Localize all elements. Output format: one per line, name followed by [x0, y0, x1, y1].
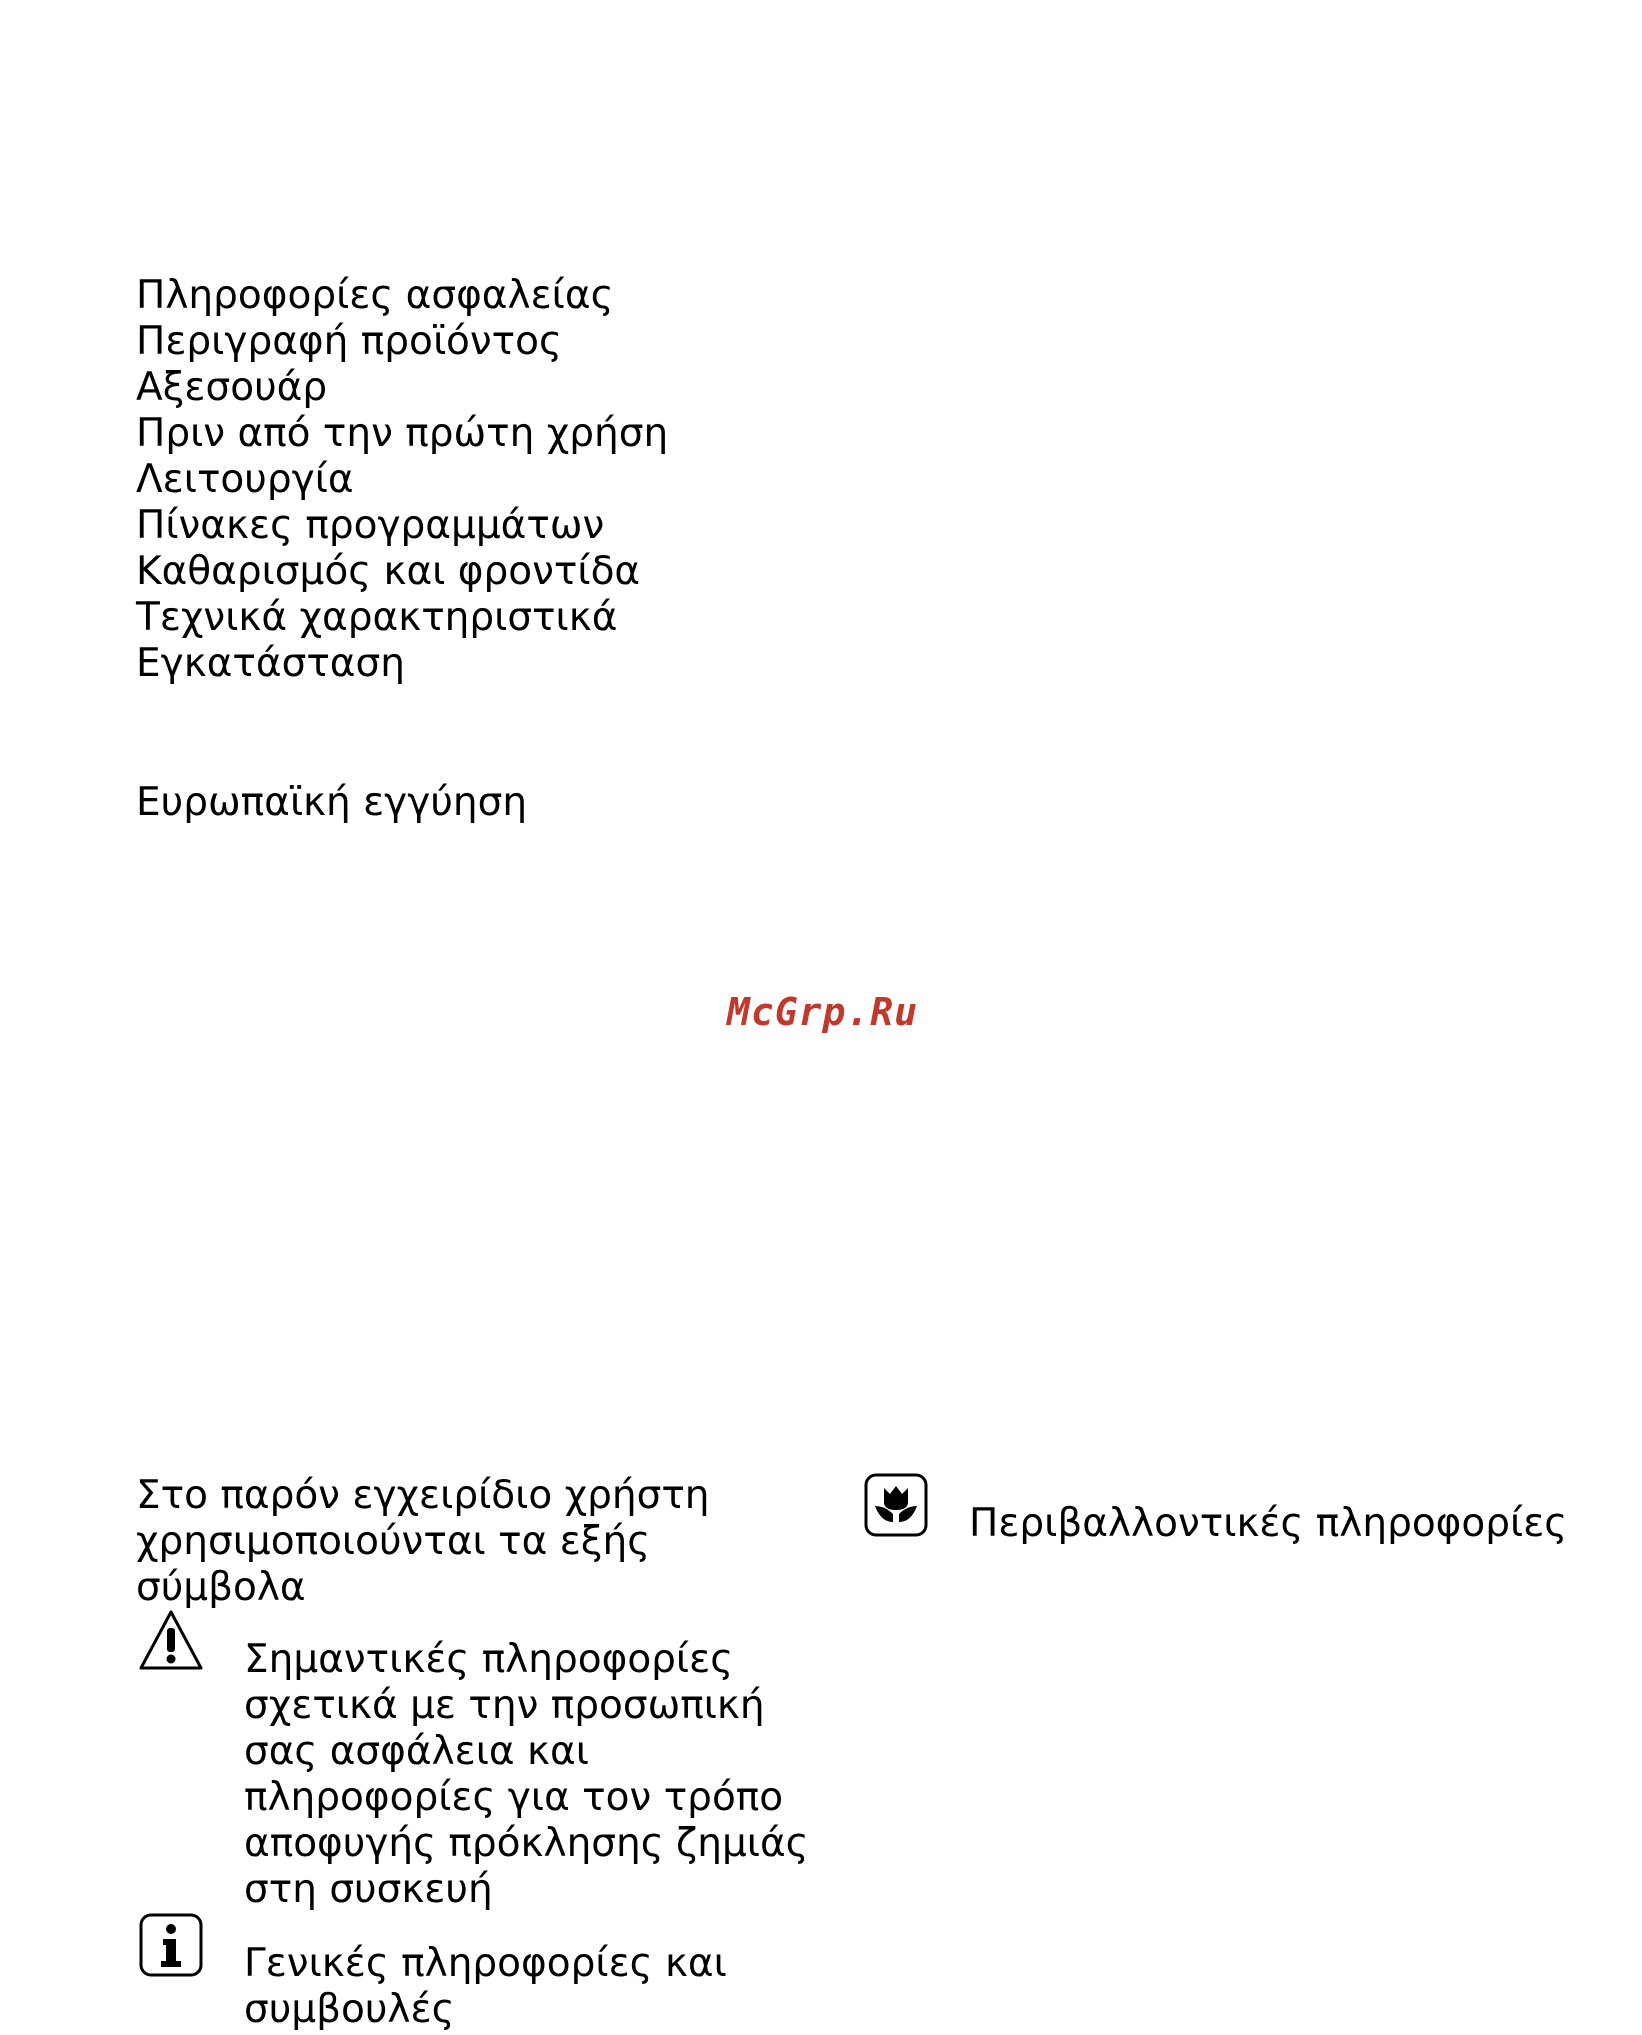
info-icon — [138, 1912, 204, 1978]
toc-item-before-first-use[interactable]: Πριν από την πρώτη χρήση — [136, 411, 669, 456]
toc-item-operation[interactable]: Λειτουργία — [136, 457, 354, 502]
toc-item-program-tables[interactable]: Πίνακες προγραμμάτων — [136, 503, 605, 548]
warning-triangle-icon — [138, 1608, 204, 1674]
toc-item-cleaning[interactable]: Καθαρισμός και φροντίδα — [136, 549, 641, 594]
toc-item-technical-data[interactable]: Τεχνικά χαρακτηριστικά — [136, 595, 618, 640]
watermark: McGrp.Ru — [727, 990, 919, 1034]
info-symbol-description: Γενικές πληροφορίες και συμβουλές — [244, 1941, 727, 2032]
symbols-intro: Στο παρόν εγχειρίδιο χρήστη χρησιμοποιούνται τα εξής σύμβολα — [136, 1473, 710, 1610]
toc-item-accessories[interactable]: Αξεσουάρ — [136, 365, 328, 410]
environment-symbol-description: Περιβαλλοντικές πληροφορίες — [969, 1501, 1568, 1546]
toc-item-european-guarantee[interactable]: Ευρωπαϊκή εγγύηση — [136, 780, 528, 825]
environment-flower-icon — [863, 1472, 929, 1538]
warning-symbol-description: Σημαντικές πληροφορίες σχετικά με την προσωπική σας ασφάλεια και πληροφορίες για τον τρόπο αποφυγής πρόκλησης ζημιάς στη συσκευή — [244, 1637, 809, 1912]
toc-item-safety[interactable]: Πληροφορίες ασφαλείας — [136, 273, 614, 318]
toc-item-product-description[interactable]: Περιγραφή προϊόντος — [136, 319, 562, 364]
table-of-contents — [136, 273, 668, 687]
toc-item-installation[interactable]: Εγκατάσταση — [136, 641, 405, 686]
